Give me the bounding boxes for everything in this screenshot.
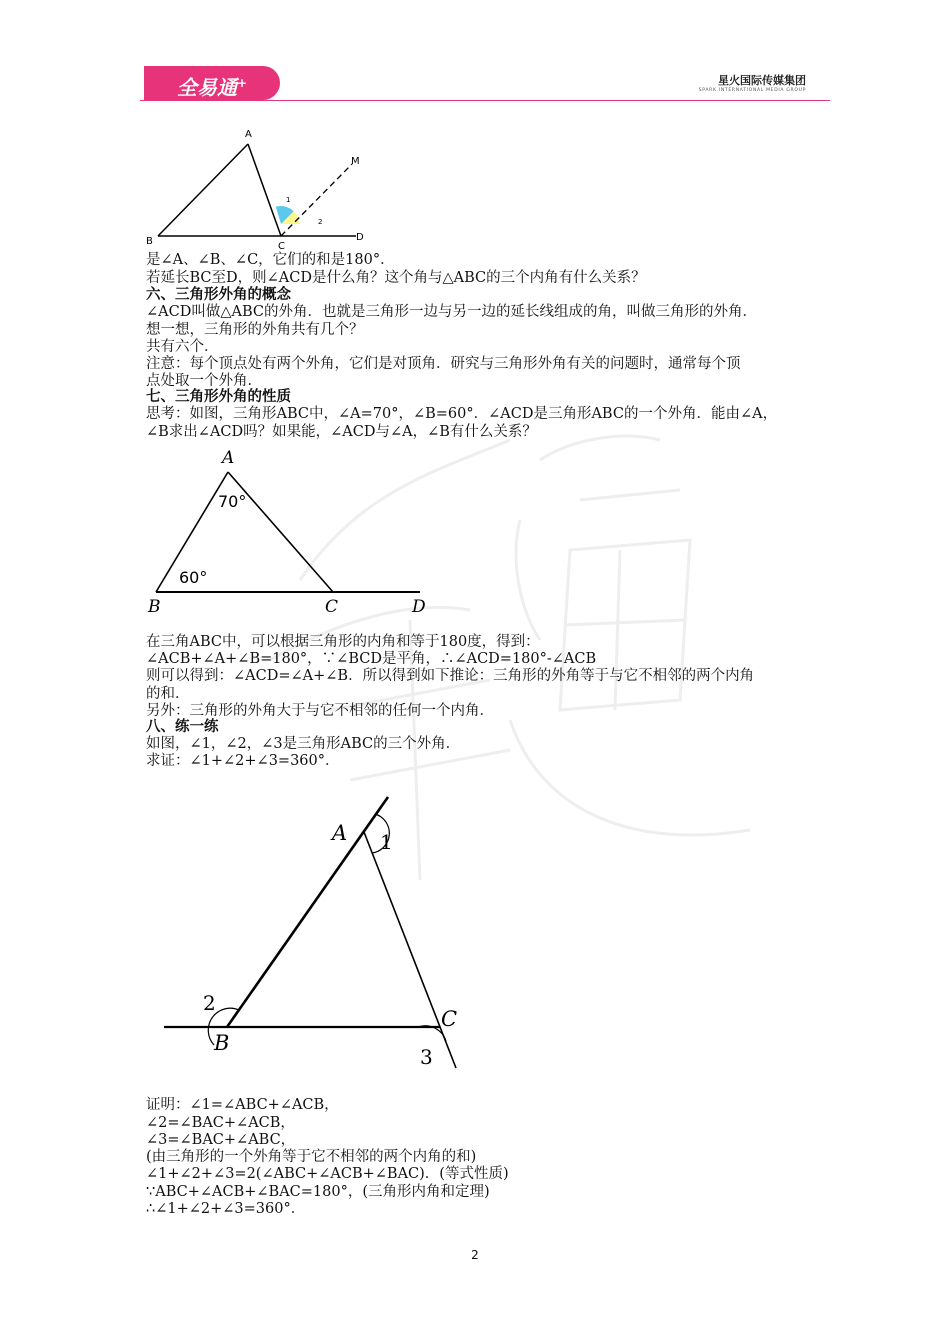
text-line: 则可以得到：∠ACD=∠A+∠B．所以得到如下推论：三角形的外角等于与它不相邻的两个内角 — [146, 668, 755, 684]
section-heading: 七、三角形外角的性质 — [146, 389, 291, 405]
side-ac — [248, 144, 281, 236]
label-angle-2: 2 — [203, 991, 216, 1015]
text-line: ∴∠1+∠2+∠3=360°． — [146, 1201, 306, 1217]
text-line: 若延长BC至D，则∠ACD是什么角？这个角与△ABC的三个内角有什么关系？ — [146, 270, 646, 286]
text-line: 思考：如图，三角形ABC中，∠A=70°，∠B=60°．∠ACD是三角形ABC的一个外角．能由∠A， — [146, 406, 778, 422]
label-b: B — [148, 597, 161, 617]
label-angle-b: 60° — [179, 568, 208, 587]
text-line: 的和． — [146, 686, 190, 702]
page-header — [140, 66, 830, 102]
label-angle-a: 70° — [218, 492, 247, 511]
label-c: C — [441, 1007, 458, 1031]
header-rule — [140, 100, 830, 101]
label-angle-3: 3 — [420, 1045, 433, 1069]
label-a: A — [245, 129, 252, 140]
text-line: (由三角形的一个外角等于它不相邻的两个内角的和) — [146, 1149, 477, 1165]
side-ac-extended — [364, 832, 456, 1068]
text-line: ∠ACD叫做△ABC的外角．也就是三角形一边与另一边的延长线组成的角，叫做三角形的外角． — [146, 304, 757, 320]
text-line: 求证：∠1+∠2+∠3=360°． — [146, 753, 340, 769]
text-line: 想一想，三角形的外角共有几个？ — [146, 322, 364, 338]
text-line: 是∠A、∠B、∠C，它们的和是180°． — [146, 252, 395, 268]
text-line: 如图，∠1，∠2，∠3是三角形ABC的三个外角． — [146, 736, 461, 752]
label-angle-1: 1 — [286, 196, 291, 204]
publisher-brand — [699, 74, 806, 94]
side-ab — [158, 144, 248, 236]
triangle-figure-3 — [160, 792, 470, 1082]
side-ac — [228, 472, 333, 592]
text-line: 证明：∠1=∠ABC+∠ACB， — [146, 1097, 339, 1113]
label-angle-1: 1 — [380, 830, 393, 854]
section-heading: 六、三角形外角的概念 — [146, 287, 291, 303]
text-line: 注意：每个顶点处有两个外角，它们是对顶角．研究与三角形外角有关的问题时，通常每个顶 — [146, 356, 741, 372]
text-line: ∠3=∠BAC+∠ABC， — [146, 1132, 296, 1148]
brand-name: 星火国际传媒集团 — [718, 74, 806, 87]
label-d: D — [356, 232, 364, 243]
label-a: A — [222, 448, 235, 468]
label-angle-2: 2 — [318, 218, 323, 226]
text-line: ∠2=∠BAC+∠ACB， — [146, 1115, 295, 1131]
label-a: A — [332, 821, 348, 845]
text-line: 点处取一个外角． — [146, 373, 262, 389]
ray-cm — [281, 164, 352, 236]
text-line: 另外：三角形的外角大于与它不相邻的任何一个内角． — [146, 703, 494, 719]
triangle-figure-2 — [140, 446, 440, 618]
side-ba-extended — [227, 797, 388, 1027]
page-number: 2 — [471, 1248, 479, 1262]
triangle-figure-1 — [140, 120, 370, 252]
text-line: ∠1+∠2+∠3=2(∠ABC+∠ACB+∠BAC)．(等式性质) — [146, 1166, 509, 1182]
label-b: B — [146, 236, 153, 247]
text-line: ∵ABC+∠ACB+∠BAC=180°，(三角形内角和定理) — [146, 1184, 490, 1200]
text-line: 在三角ABC中，可以根据三角形的内角和等于180度，得到： — [146, 634, 540, 650]
label-b: B — [214, 1031, 230, 1055]
section-heading: 八、练一练 — [146, 719, 219, 735]
label-c: C — [325, 597, 339, 617]
brand-name-en: SPARK INTERNATIONAL MEDIA GROUP — [698, 88, 806, 93]
label-m: M — [351, 156, 360, 167]
label-c: C — [278, 241, 285, 252]
text-line: ∠ACB+∠A+∠B=180°，∵∠BCD是平角，∴∠ACD=180°-∠ACB — [146, 651, 597, 667]
text-line: 共有六个． — [146, 339, 219, 355]
text-line: ∠B求出∠ACD吗？如果能，∠ACD与∠A，∠B有什么关系？ — [146, 424, 537, 440]
label-d: D — [412, 597, 426, 617]
brand-logo: 全易通+ — [144, 66, 280, 100]
